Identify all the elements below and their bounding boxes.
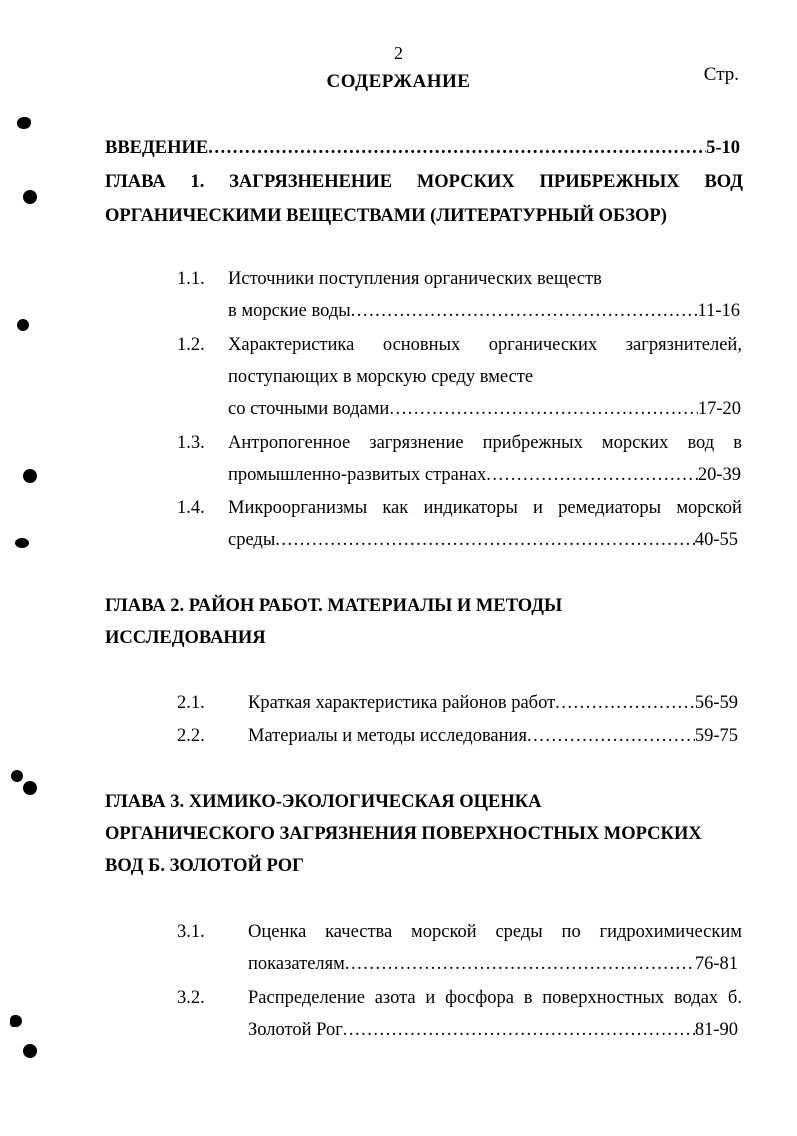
page-number: 2 [394,43,403,63]
toc-entry-3-1[interactable] [248,952,738,976]
section-number: 1.2. [177,335,205,355]
section-word: Оценка [248,922,307,942]
section-word: как [382,498,409,518]
scan-artifact-icon [15,538,29,548]
toc-entry-label: в морские воды [228,301,351,321]
section-word: Антропогенное [228,433,351,453]
section-word: гидрохимическим [599,922,742,942]
section-word: и [533,498,543,518]
section-word: вод [687,433,715,453]
chapter-1-word: ВОД [704,172,743,192]
chapter-1-word: МОРСКИХ [416,172,515,192]
toc-leader-dots [351,299,698,323]
binder-hole-icon [23,469,37,483]
section-1-2-title-line-2: поступающих в морскую среду вместе [228,367,534,387]
binder-hole-icon [23,781,37,795]
toc-entry-pages: 76-81 [694,954,738,974]
section-word: азота [374,988,416,1008]
section-word: морских [601,433,669,453]
toc-entry-1-1[interactable] [228,299,740,323]
toc-entry-1-4[interactable] [228,528,738,552]
section-number: 2.2. [177,726,205,746]
chapter-1-heading-line-1 [105,170,743,194]
section-word: качества [325,922,393,942]
binder-hole-icon [23,1044,37,1058]
section-word: загрязнение [369,433,464,453]
section-1-1-title: Источники поступления органических веществ [228,269,602,289]
section-3-2-title [248,986,742,1010]
section-word: по [561,922,581,942]
chapter-3-heading-line-3: ВОД Б. ЗОЛОТОЙ РОГ [105,856,304,876]
toc-entry-pages: 40-55 [694,530,738,550]
chapter-1-word: 1. [190,172,205,192]
toc-entry-label: показателям [248,954,345,974]
toc-entry-pages: 20-39 [697,465,741,485]
section-word: поверхностных [542,988,665,1008]
section-word: индикаторы [423,498,518,518]
toc-entry-2-2[interactable] [248,724,738,748]
toc-entry-label: Материалы и методы исследования [248,726,527,746]
page-title: СОДЕРЖАНИЕ [326,71,471,92]
section-number: 1.4. [177,498,205,518]
chapter-3-heading-line-2: ОРГАНИЧЕСКОГО ЗАГРЯЗНЕНИЯ ПОВЕРХНОСТНЫХ МОРСКИХ [105,824,702,844]
section-word: ремедиаторы [558,498,662,518]
page-column-header: Стр. [703,64,739,85]
toc-entry-label: Золотой Рог [248,1020,343,1040]
section-word: Распределение [248,988,365,1008]
section-word: органических [488,335,598,355]
chapter-1-heading-line-2: ОРГАНИЧЕСКИМИ ВЕЩЕСТВАМИ (ЛИТЕРАТУРНЫЙ ОБЗОР) [105,206,667,226]
toc-entry-label: среды [228,530,276,550]
section-3-1-title [248,920,742,944]
toc-entry-label: ВВЕДЕНИЕ [105,138,209,158]
section-1-4-title [228,496,742,520]
section-number: 3.1. [177,922,205,942]
toc-entry-1-3[interactable] [228,463,741,487]
toc-entry-pages: 11-16 [697,301,740,321]
toc-entry-intro[interactable] [105,136,740,160]
toc-entry-pages: 56-59 [694,693,738,713]
toc-entry-pages: 81-90 [694,1020,738,1040]
toc-leader-dots [389,397,697,421]
toc-leader-dots [486,463,698,487]
section-word: морской [411,922,477,942]
section-word: Характеристика [228,335,355,355]
scan-artifact-icon [10,1015,22,1027]
binder-hole-icon [23,190,37,204]
section-word: прибрежных [482,433,583,453]
section-number: 1.1. [177,269,205,289]
section-word: и [425,988,436,1008]
toc-entry-pages: 59-75 [694,726,738,746]
toc-entry-label: со сточными водами [228,399,390,419]
section-word: в [733,433,742,453]
toc-entry-pages: 5-10 [706,138,740,158]
scan-artifact-icon [17,319,29,331]
section-word: загрязнителей, [625,335,742,355]
chapter-1-word: ГЛАВА [105,172,166,192]
toc-entry-label: промышленно-развитых странах [228,465,487,485]
toc-leader-dots [208,136,706,160]
chapter-2-heading-line-2: ИССЛЕДОВАНИЯ [105,628,266,648]
section-word: водах [673,988,719,1008]
scan-artifact-icon [11,770,23,782]
section-number: 2.1. [177,693,205,713]
section-1-2-title [228,333,742,357]
section-word: в [523,988,533,1008]
toc-entry-2-1[interactable] [248,691,738,715]
section-1-3-title [228,431,742,455]
toc-leader-dots [555,691,695,715]
section-number: 1.3. [177,433,205,453]
section-word: среды [495,922,543,942]
section-word: б. [727,988,742,1008]
chapter-2-heading-line-1: ГЛАВА 2. РАЙОН РАБОТ. МАТЕРИАЛЫ И МЕТОДЫ [105,596,563,616]
toc-leader-dots [343,1018,695,1042]
toc-entry-label: Краткая характеристика районов работ [248,693,556,713]
toc-leader-dots [275,528,695,552]
section-word: фосфора [445,988,514,1008]
toc-entry-1-2[interactable] [228,397,741,421]
section-word: основных [382,335,461,355]
section-word: Микроорганизмы [228,498,368,518]
chapter-1-word: ЗАГРЯЗНЕНЕНИЕ [229,172,393,192]
toc-leader-dots [345,952,695,976]
section-word: морской [676,498,742,518]
scan-artifact-icon [17,117,31,129]
toc-entry-pages: 17-20 [697,399,741,419]
chapter-1-word: ПРИБРЕЖНЫХ [539,172,680,192]
toc-leader-dots [527,724,695,748]
chapter-3-heading-line-1: ГЛАВА 3. ХИМИКО-ЭКОЛОГИЧЕСКАЯ ОЦЕНКА [105,792,542,812]
section-number: 3.2. [177,988,205,1008]
toc-entry-3-2[interactable] [248,1018,738,1042]
